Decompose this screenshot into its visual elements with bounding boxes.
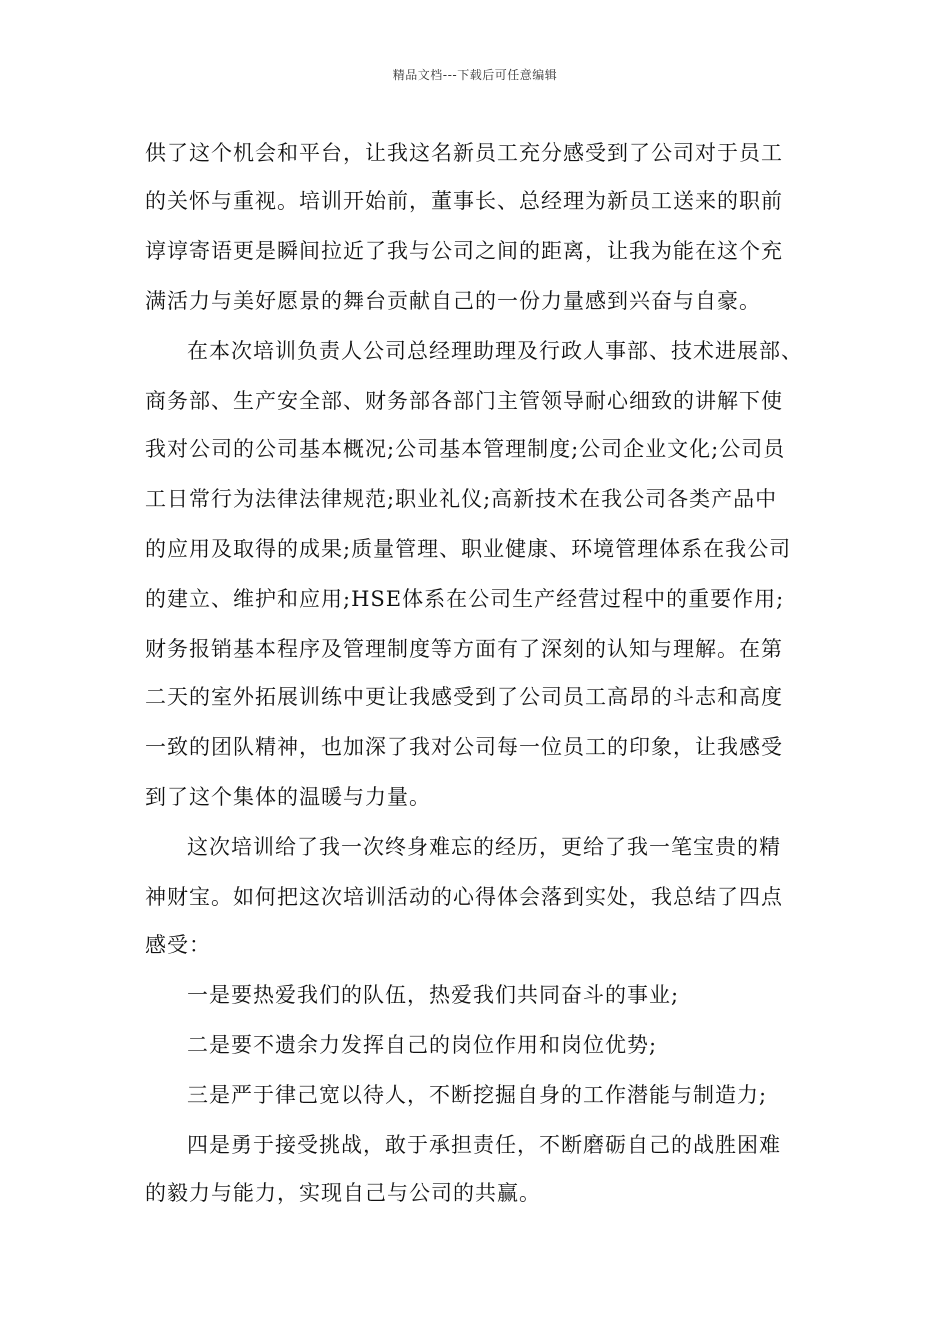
text-line: 供了这个机会和平台，让我这名新员工充分感受到了公司对于员工 bbox=[145, 141, 783, 165]
text-line: 财务报销基本程序及管理制度等方面有了深刻的认知与理解。在第 bbox=[145, 637, 783, 661]
text-line: 二天的室外拓展训练中更让我感受到了公司员工高昂的斗志和高度 bbox=[145, 685, 783, 709]
text-line: 在本次培训负责人公司总经理助理及行政人事部、技术进展部、 bbox=[187, 339, 803, 363]
text-line: 的毅力与能力，实现自己与公司的共赢。 bbox=[145, 1181, 541, 1205]
text-line: 的关怀与重视。培训开始前，董事长、总经理为新员工送来的职前 bbox=[145, 189, 783, 213]
text-line: 我对公司的公司基本概况;公司基本管理制度;公司企业文化;公司员 bbox=[145, 437, 786, 461]
text-line: 到了这个集体的温暖与力量。 bbox=[145, 785, 431, 809]
text-line: 三是严于律己宽以待人，不断挖掘自身的工作潜能与制造力; bbox=[187, 1083, 768, 1107]
text-line: 这次培训给了我一次终身难忘的经历，更给了我一笔宝贵的精 bbox=[187, 835, 781, 859]
text-line: 感受： bbox=[145, 933, 211, 957]
text-line: 四是勇于接受挑战，敢于承担责任，不断磨砺自己的战胜困难 bbox=[187, 1133, 781, 1157]
text-line: 二是要不遗余力发挥自己的岗位作用和岗位优势; bbox=[187, 1033, 658, 1057]
text-line: 一是要热爱我们的队伍，热爱我们共同奋斗的事业; bbox=[187, 983, 680, 1007]
text-line: 谆谆寄语更是瞬间拉近了我与公司之间的距离，让我为能在这个充 bbox=[145, 239, 783, 263]
text-line: 工日常行为法律法律规范;职业礼仪;高新技术在我公司各类产品中 bbox=[145, 487, 778, 511]
text-line: 的建立、维护和应用;HSE体系在公司生产经营过程中的重要作用; bbox=[145, 587, 785, 611]
text-line: 神财宝。如何把这次培训活动的心得体会落到实处，我总结了四点 bbox=[145, 885, 783, 909]
text-line: 一致的团队精神，也加深了我对公司每一位员工的印象，让我感受 bbox=[145, 735, 783, 759]
page-header: 精品文档---下载后可任意编辑 bbox=[392, 68, 558, 82]
text-line: 满活力与美好愿景的舞台贡献自己的一份力量感到兴奋与自豪。 bbox=[145, 289, 761, 313]
text-line: 商务部、生产安全部、财务部各部门主管领导耐心细致的讲解下使 bbox=[145, 389, 783, 413]
text-line: 的应用及取得的成果;质量管理、职业健康、环境管理体系在我公司 bbox=[145, 537, 792, 561]
